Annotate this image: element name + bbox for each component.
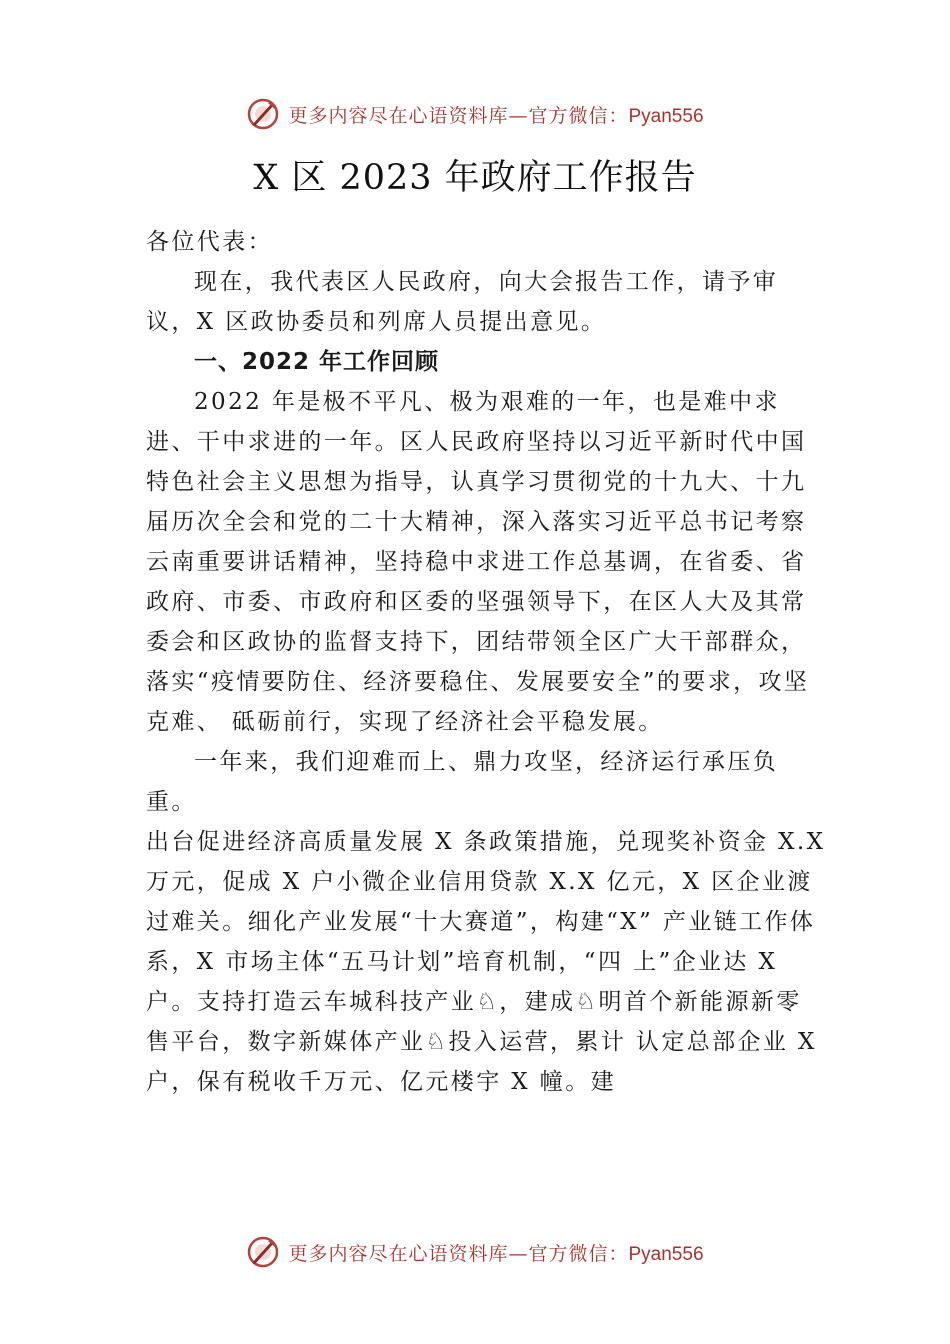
quill-seal-icon [246,97,280,131]
quill-seal-icon [246,1235,280,1269]
footer-banner [0,1232,950,1272]
banner-text: 更多内容尽在心语资料库—官方微信：Pyan556 [288,104,704,127]
document-body [146,222,826,1102]
wechat-id: Pyan556 [628,1243,704,1265]
intro-paragraph: 现在，我代表区人民政府，向大会报告工作，请予审议，X 区政协委员和列席人员提出意见。 [146,269,779,335]
section-heading: 一、2022 年工作回顾 [194,349,440,375]
salutation: 各位代表： [146,229,273,255]
header-banner [0,94,950,134]
document-title: X 区 2023 年政府工作报告 [253,158,697,198]
body-paragraph-2: 出台促进经济高质量发展 X 条政策措施，兑现奖补资金 X.X 万元，促成 X 户小微企业信用贷款 X.X 亿元，X 区企业渡过难关。细化产业发展“十大赛道”，构建“X” 产业链工作体系，X 市场主体“五马计划”培育机制，“四 上”企业达 X 户。支持打造云车城科技产业♘，建成♘明首个新能源新零售平台，数字新媒体产业♘投入运营，累计 认定总部企业 X 户，保有税收千万元、亿元楼宇 X 幢。建 [146,829,826,1095]
wechat-id: Pyan556 [628,105,704,127]
banner-text: 更多内容尽在心语资料库—官方微信：Pyan556 [288,1242,704,1265]
body-paragraph-1: 2022 年是极不平凡、极为艰难的一年，也是难中求进、干中求进的一年。区人民政府坚持以习近平新时代中国特色社会主义思想为指导，认真学习贯彻党的十九大、十九届历次全会和党的二十大精神，深入落实习近平总书记考察云南重要讲话精神，坚持稳中求进工作总基调，在省委、省政府、市委、市政府和区委的坚强领导下，在区人大及其常委会和区政协的监督支持下，团结带领全区广大干部群众，落实“疫情要防住、经济要稳住、发展要安全”的要求，攻坚克难、 砥砺前行，实现了经济社会平稳发展。 [146,389,810,735]
body-paragraph-2-lead: 一年来，我们迎难而上、鼎力攻坚，经济运行承压负重。 [146,749,779,815]
